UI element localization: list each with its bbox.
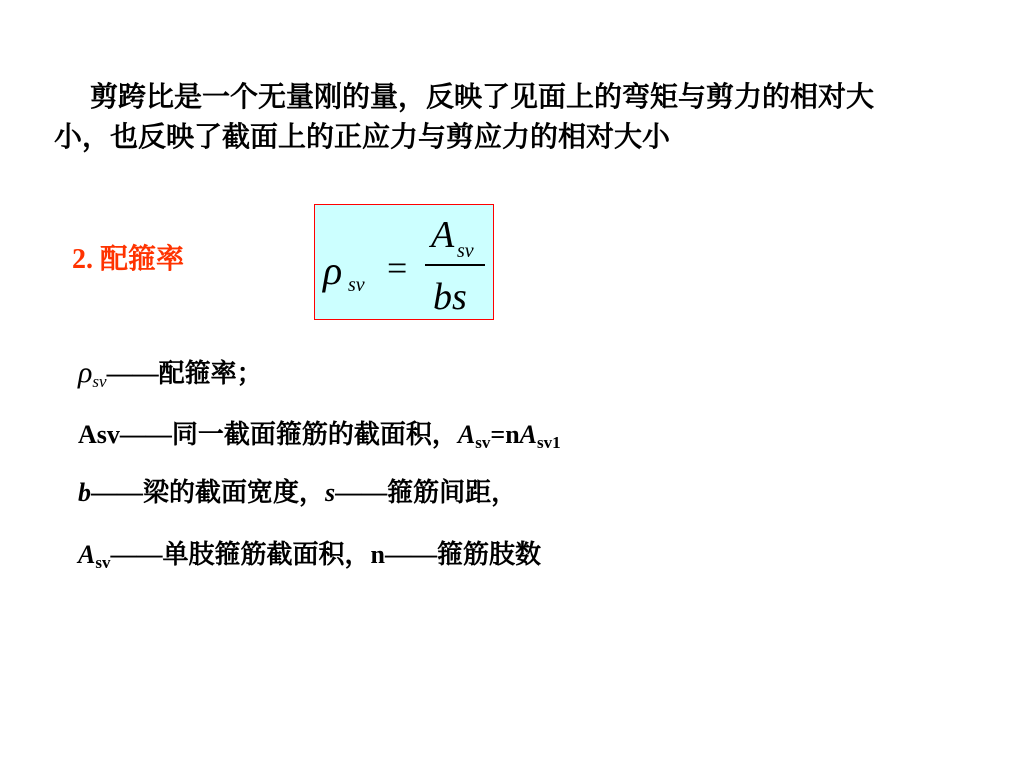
asv-relation-equals: =n [490, 420, 520, 449]
n-symbol: n [370, 540, 385, 569]
b-symbol: b [78, 478, 91, 507]
section-heading: 2. 配箍率 [72, 244, 185, 275]
asv-relation-A2: A [519, 420, 538, 449]
definition-b-s [78, 476, 517, 510]
formula-lhs-subscript: sv [348, 274, 365, 296]
asv-n-definition-text: ——单肢箍筋截面积， [110, 540, 371, 569]
formula-numerator-A: A [431, 214, 455, 256]
asv-term: Asv [78, 420, 120, 449]
rho-subscript: sv [92, 372, 107, 391]
asv-definition-text: ——同一截面箍筋的截面积， [119, 420, 458, 449]
s-definition-text: ——箍筋间距， [335, 478, 518, 507]
intro-paragraph: 剪跨比是一个无量刚的量，反映了见面上的弯矩与剪力的相对大小，也反映了截面上的正应力与剪应力的相对大小 [54, 82, 875, 153]
formula-box [314, 204, 494, 320]
asv-n-A-symbol: A [78, 540, 96, 569]
formula-numerator-subscript: sv [457, 240, 474, 262]
asv-relation-subscript: sv [475, 433, 491, 452]
formula-equals: = [387, 248, 408, 288]
asv-relation-subscript2: sv1 [537, 433, 561, 452]
rho-symbol: ρ [78, 356, 93, 389]
definition-asv-n [78, 538, 541, 572]
definition-rho [78, 356, 263, 391]
definition-asv [78, 418, 561, 452]
n-definition-text: ——箍筋肢数 [384, 540, 541, 569]
rho-definition-text: ——配箍率； [106, 359, 263, 388]
s-symbol: s [325, 478, 336, 507]
formula-svg [315, 205, 495, 321]
formula-lhs-rho: ρ [323, 248, 343, 293]
b-definition-text: ——梁的截面宽度， [91, 478, 326, 507]
asv-n-subscript: sv [95, 553, 111, 572]
asv-relation-A: A [457, 420, 476, 449]
formula-denominator: bs [433, 276, 467, 318]
